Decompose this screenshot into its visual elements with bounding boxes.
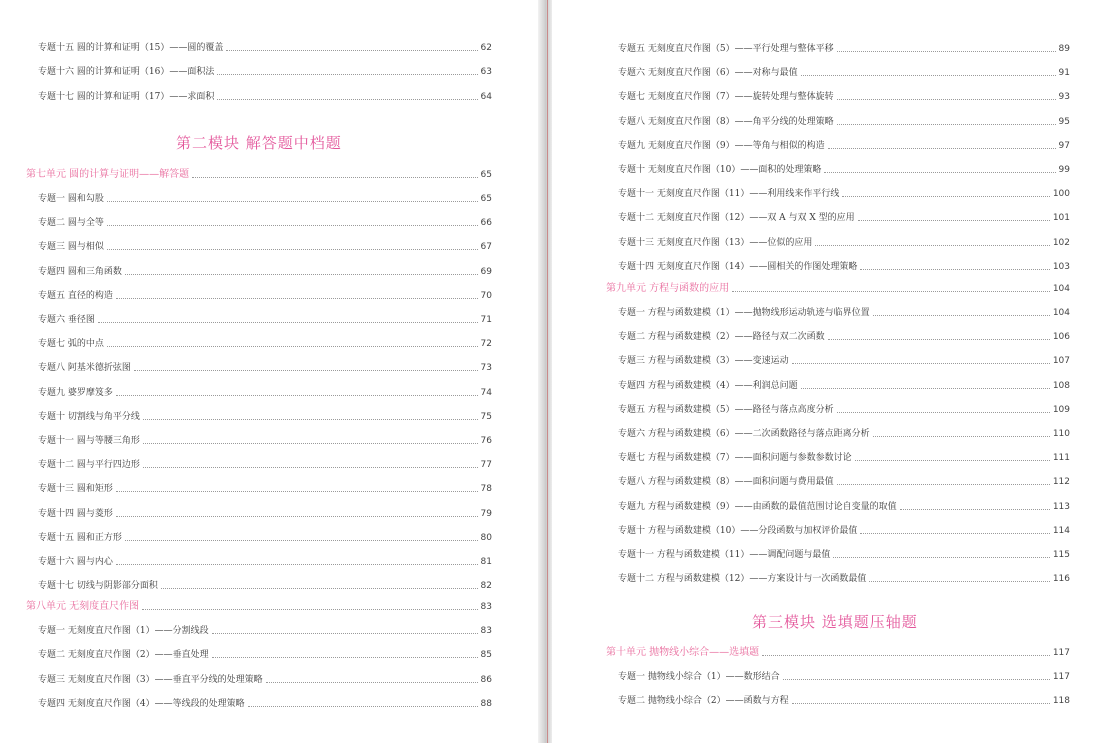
toc-page-number: 103 xyxy=(1052,261,1070,272)
toc-page-number: 111 xyxy=(1052,453,1070,464)
toc-page-number: 62 xyxy=(480,43,492,53)
toc-entry xyxy=(38,548,492,568)
dot-leader xyxy=(732,290,1050,292)
dot-leader xyxy=(860,532,1049,534)
toc-page-number: 97 xyxy=(1058,140,1070,151)
toc-entry xyxy=(38,451,492,471)
toc-page-number: 76 xyxy=(480,436,492,446)
toc-entry xyxy=(618,468,1070,488)
toc-page-number: 114 xyxy=(1052,525,1070,536)
toc-entry xyxy=(618,565,1070,585)
dot-leader xyxy=(858,219,1050,221)
left-page xyxy=(0,0,538,743)
toc-entry-label: 第七单元 圆的计算与证明——解答题 xyxy=(26,169,190,180)
toc-page-number: 104 xyxy=(1052,284,1070,294)
toc-page-number: 116 xyxy=(1052,574,1070,585)
toc-page-number: 69 xyxy=(480,266,492,277)
toc-entry xyxy=(618,132,1070,152)
page-edge-line xyxy=(547,0,548,743)
toc-entry-label: 专题八 无刻度直尺作图（8）——角平分线的处理策略 xyxy=(618,116,834,127)
dot-leader xyxy=(837,50,1056,52)
toc-entry xyxy=(38,427,492,447)
dot-leader xyxy=(107,224,478,226)
toc-entry-label: 专题十 方程与函数建模（10）——分段函数与加权评价最值 xyxy=(618,525,858,536)
toc-entry-label: 专题六 无刻度直尺作图（6）——对称与最值 xyxy=(618,68,798,79)
dot-leader xyxy=(762,654,1050,656)
dot-leader xyxy=(873,435,1050,437)
dot-leader xyxy=(217,98,477,100)
toc-entry xyxy=(38,185,492,205)
toc-entry xyxy=(38,282,492,302)
toc-entry-label: 专题四 圆和三角函数 xyxy=(38,266,122,277)
toc-entry xyxy=(618,108,1070,128)
toc-entry-label: 专题十一 无刻度直尺作图（11）——利用线来作平行线 xyxy=(618,189,840,200)
dot-leader xyxy=(900,508,1050,510)
toc-page-number: 112 xyxy=(1052,477,1070,488)
toc-page-number: 77 xyxy=(480,460,492,471)
toc-entry xyxy=(38,475,492,495)
toc-entry-label: 专题十一 圆与等腰三角形 xyxy=(38,436,140,446)
toc-page-number: 100 xyxy=(1052,189,1070,200)
dot-leader xyxy=(116,515,478,517)
toc-entry-label: 专题十 无刻度直尺作图（10）——面积的处理策略 xyxy=(618,165,822,175)
toc-entry xyxy=(618,156,1070,176)
dot-leader xyxy=(125,539,478,541)
toc-entry-label: 专题三 方程与函数建模（3）——变速运动 xyxy=(618,356,789,367)
dot-leader xyxy=(143,418,478,420)
toc-page-number: 110 xyxy=(1052,429,1070,439)
toc-entry xyxy=(618,541,1070,561)
dot-leader xyxy=(801,387,1050,389)
toc-entry xyxy=(618,299,1070,319)
dot-leader xyxy=(869,580,1049,582)
toc-unit-heading xyxy=(26,161,492,181)
toc-entry-label: 专题二 圆与全等 xyxy=(38,218,104,229)
toc-page-number: 91 xyxy=(1058,68,1070,79)
toc-entry xyxy=(38,403,492,423)
dot-leader xyxy=(116,490,478,492)
toc-entry xyxy=(38,379,492,399)
toc-page-number: 65 xyxy=(480,194,492,204)
dot-leader xyxy=(116,297,478,299)
toc-page-number: 109 xyxy=(1052,404,1070,415)
toc-entry-label: 专题二 方程与函数建模（2）——路径与双二次函数 xyxy=(618,332,825,343)
toc-page-number: 95 xyxy=(1058,116,1070,127)
toc-page-number: 75 xyxy=(480,411,492,422)
toc-entry-label: 专题八 阿基米德折弦图 xyxy=(38,363,131,374)
toc-page-number: 108 xyxy=(1052,380,1070,391)
toc-page-number: 118 xyxy=(1052,696,1070,707)
toc-entry xyxy=(618,444,1070,464)
dot-leader xyxy=(801,74,1056,76)
toc-page-number: 79 xyxy=(480,508,492,519)
toc-entry xyxy=(618,35,1070,55)
dot-leader xyxy=(792,702,1050,704)
toc-entry xyxy=(618,663,1070,683)
toc-entry-label: 专题十二 圆与平行四边形 xyxy=(38,460,140,471)
toc-page-number: 66 xyxy=(480,218,492,229)
dot-leader xyxy=(837,411,1050,413)
toc-entry xyxy=(38,209,492,229)
dot-leader xyxy=(192,176,477,178)
toc-entry-label: 专题十四 无刻度直尺作图（14）——圆相关的作图处理策略 xyxy=(618,261,858,272)
dot-leader xyxy=(143,442,478,444)
toc-entry xyxy=(618,83,1070,103)
toc-entry xyxy=(618,253,1070,273)
toc-unit-heading xyxy=(606,275,1070,295)
dot-leader xyxy=(125,273,478,275)
dot-leader xyxy=(842,195,1049,197)
toc-entry-label: 专题六 垂径图 xyxy=(38,315,95,325)
toc-entry xyxy=(618,517,1070,537)
toc-unit-heading xyxy=(26,593,492,613)
toc-page-number: 86 xyxy=(480,674,492,685)
toc-entry xyxy=(38,34,492,54)
toc-entry-label: 专题四 无刻度直尺作图（4）——等线段的处理策略 xyxy=(38,698,245,709)
toc-entry xyxy=(38,306,492,326)
toc-entry-label: 专题十一 方程与函数建模（11）——调配问题与最值 xyxy=(618,550,831,560)
toc-entry xyxy=(38,690,492,710)
toc-page-number: 74 xyxy=(480,387,492,398)
toc-entry-label: 专题十二 无刻度直尺作图（12）——双 A 与双 X 型的应用 xyxy=(618,213,855,224)
toc-entry-label: 专题十六 圆与内心 xyxy=(38,557,113,567)
toc-entry-label: 专题六 方程与函数建模（6）——二次函数路径与落点距离分析 xyxy=(618,429,870,439)
toc-page-number: 78 xyxy=(480,484,492,495)
toc-entry xyxy=(38,666,492,686)
dot-leader xyxy=(792,362,1050,364)
toc-entry-label: 专题十二 方程与函数建模（12）——方案设计与一次函数最值 xyxy=(618,574,867,585)
toc-entry xyxy=(38,641,492,661)
toc-page-number: 83 xyxy=(480,602,492,612)
toc-entry xyxy=(618,204,1070,224)
toc-entry xyxy=(38,500,492,520)
dot-leader xyxy=(116,394,478,396)
dot-leader xyxy=(783,678,1050,680)
toc-entry-label: 专题十七 圆的计算和证明（17）——求面积 xyxy=(38,91,215,102)
toc-page-number: 83 xyxy=(480,626,492,636)
toc-entry xyxy=(618,420,1070,440)
toc-entry xyxy=(618,59,1070,79)
dot-leader xyxy=(837,123,1056,125)
toc-entry-label: 专题三 无刻度直尺作图（3）——垂直平分线的处理策略 xyxy=(38,674,263,685)
book-gutter xyxy=(538,0,552,743)
toc-page-number: 73 xyxy=(480,363,492,374)
toc-entry-label: 专题四 方程与函数建模（4）——利润总问题 xyxy=(618,380,798,391)
toc-page-number: 117 xyxy=(1052,672,1070,682)
toc-entry xyxy=(38,524,492,544)
toc-entry-label: 专题十三 无刻度直尺作图（13）——位似的应用 xyxy=(618,237,813,248)
toc-entry xyxy=(38,354,492,374)
toc-page-number: 72 xyxy=(480,339,492,350)
dot-leader xyxy=(248,705,478,707)
toc-entry-label: 专题十五 圆和正方形 xyxy=(38,532,122,543)
toc-page-number: 63 xyxy=(480,67,492,78)
toc-entry xyxy=(618,396,1070,416)
toc-entry-label: 第十单元 抛物线小综合——选填题 xyxy=(606,647,760,658)
right-page xyxy=(552,0,1093,743)
toc-entry xyxy=(38,83,492,103)
toc-entry-label: 专题九 无刻度直尺作图（9）——等角与相似的构造 xyxy=(618,140,825,151)
toc-page-number: 115 xyxy=(1052,550,1070,560)
toc-entry xyxy=(618,229,1070,249)
toc-page-number: 101 xyxy=(1052,213,1070,224)
toc-entry xyxy=(38,58,492,78)
dot-leader xyxy=(107,200,478,202)
dot-leader xyxy=(107,345,478,347)
dot-leader xyxy=(855,459,1050,461)
dot-leader xyxy=(212,632,478,634)
toc-page-number: 64 xyxy=(480,91,492,102)
toc-entry xyxy=(618,347,1070,367)
toc-entry-label: 专题二 抛物线小综合（2）——函数与方程 xyxy=(618,696,789,707)
toc-page-number: 104 xyxy=(1052,308,1070,318)
module-title: 第三模块 选填题压轴题 xyxy=(752,613,918,631)
dot-leader xyxy=(824,171,1055,173)
toc-entry xyxy=(618,493,1070,513)
toc-page-number: 88 xyxy=(480,698,492,709)
toc-page-number: 117 xyxy=(1052,648,1070,658)
dot-leader xyxy=(873,314,1050,316)
toc-page-number: 85 xyxy=(480,650,492,661)
dot-leader xyxy=(143,466,478,468)
toc-entry xyxy=(38,258,492,278)
toc-entry-label: 专题八 方程与函数建模（8）——面积问题与费用最值 xyxy=(618,477,834,488)
toc-entry-label: 专题十五 圆的计算和证明（15）——圆的覆盖 xyxy=(38,43,224,53)
toc-entry-label: 专题十六 圆的计算和证明（16）——面积法 xyxy=(38,67,215,78)
toc-page-number: 107 xyxy=(1052,356,1070,367)
dot-leader xyxy=(837,483,1050,485)
toc-entry-label: 专题五 无刻度直尺作图（5）——平行处理与整体平移 xyxy=(618,44,834,54)
dot-leader xyxy=(266,681,478,683)
toc-entry-label: 专题十三 圆和矩形 xyxy=(38,484,113,495)
toc-entry-label: 专题三 圆与相似 xyxy=(38,242,104,253)
toc-page-number: 102 xyxy=(1052,237,1070,248)
toc-page-number: 71 xyxy=(480,315,492,325)
toc-entry xyxy=(38,330,492,350)
toc-page-number: 89 xyxy=(1058,44,1070,54)
dot-leader xyxy=(116,563,478,565)
dot-leader xyxy=(212,656,478,658)
toc-entry-label: 专题一 抛物线小综合（1）——数形结合 xyxy=(618,672,780,682)
dot-leader xyxy=(828,147,1056,149)
dot-leader xyxy=(833,556,1049,558)
toc-page-number: 70 xyxy=(480,290,492,301)
toc-entry-label: 专题五 直径的构造 xyxy=(38,290,113,301)
toc-entry-label: 专题九 婆罗摩笈多 xyxy=(38,387,113,398)
toc-entry-label: 专题十七 切线与阴影部分面积 xyxy=(38,581,158,592)
toc-entry xyxy=(38,617,492,637)
dot-leader xyxy=(161,587,478,589)
toc-entry-label: 专题一 方程与函数建模（1）——抛物线形运动轨迹与临界位置 xyxy=(618,308,870,318)
dot-leader xyxy=(217,73,477,75)
toc-entry xyxy=(618,372,1070,392)
toc-entry-label: 专题九 方程与函数建模（9）——由函数的最值范围讨论自变量的取值 xyxy=(618,501,897,512)
toc-entry-label: 专题二 无刻度直尺作图（2）——垂直处理 xyxy=(38,650,209,661)
toc-page-number: 81 xyxy=(480,557,492,567)
toc-unit-heading xyxy=(606,639,1070,659)
toc-page-number: 65 xyxy=(480,170,492,180)
toc-page-number: 106 xyxy=(1052,332,1070,343)
toc-entry xyxy=(618,180,1070,200)
dot-leader xyxy=(837,98,1056,100)
toc-entry-label: 第八单元 无刻度直尺作图 xyxy=(26,601,140,612)
toc-entry-label: 专题五 方程与函数建模（5）——路径与落点高度分析 xyxy=(618,404,834,415)
dot-leader xyxy=(860,268,1049,270)
toc-entry-label: 专题一 圆和勾股 xyxy=(38,194,104,204)
toc-entry-label: 专题七 无刻度直尺作图（7）——旋转处理与整体旋转 xyxy=(618,92,834,103)
dot-leader xyxy=(98,321,478,323)
toc-entry-label: 专题十四 圆与菱形 xyxy=(38,508,113,519)
toc-entry-label: 第九单元 方程与函数的应用 xyxy=(606,283,730,294)
dot-leader xyxy=(142,608,477,610)
dot-leader xyxy=(828,338,1050,340)
module-title: 第二模块 解答题中档题 xyxy=(176,134,342,152)
toc-entry-label: 专题一 无刻度直尺作图（1）——分割线段 xyxy=(38,626,209,636)
toc-entry-label: 专题七 方程与函数建模（7）——面积问题与参数参数讨论 xyxy=(618,453,852,464)
toc-page-number: 82 xyxy=(480,581,492,592)
toc-entry xyxy=(38,572,492,592)
toc-page-number: 67 xyxy=(480,242,492,253)
dot-leader xyxy=(107,248,478,250)
toc-page-number: 80 xyxy=(480,532,492,543)
toc-entry xyxy=(38,233,492,253)
dot-leader xyxy=(134,369,478,371)
toc-page-number: 93 xyxy=(1058,92,1070,103)
dot-leader xyxy=(815,244,1049,246)
toc-page-number: 99 xyxy=(1058,165,1070,175)
dot-leader xyxy=(226,49,477,51)
toc-entry xyxy=(618,323,1070,343)
toc-entry-label: 专题七 弧的中点 xyxy=(38,339,104,350)
toc-entry-label: 专题十 切割线与角平分线 xyxy=(38,411,140,422)
toc-entry xyxy=(618,687,1070,707)
toc-page-number: 113 xyxy=(1052,501,1070,512)
